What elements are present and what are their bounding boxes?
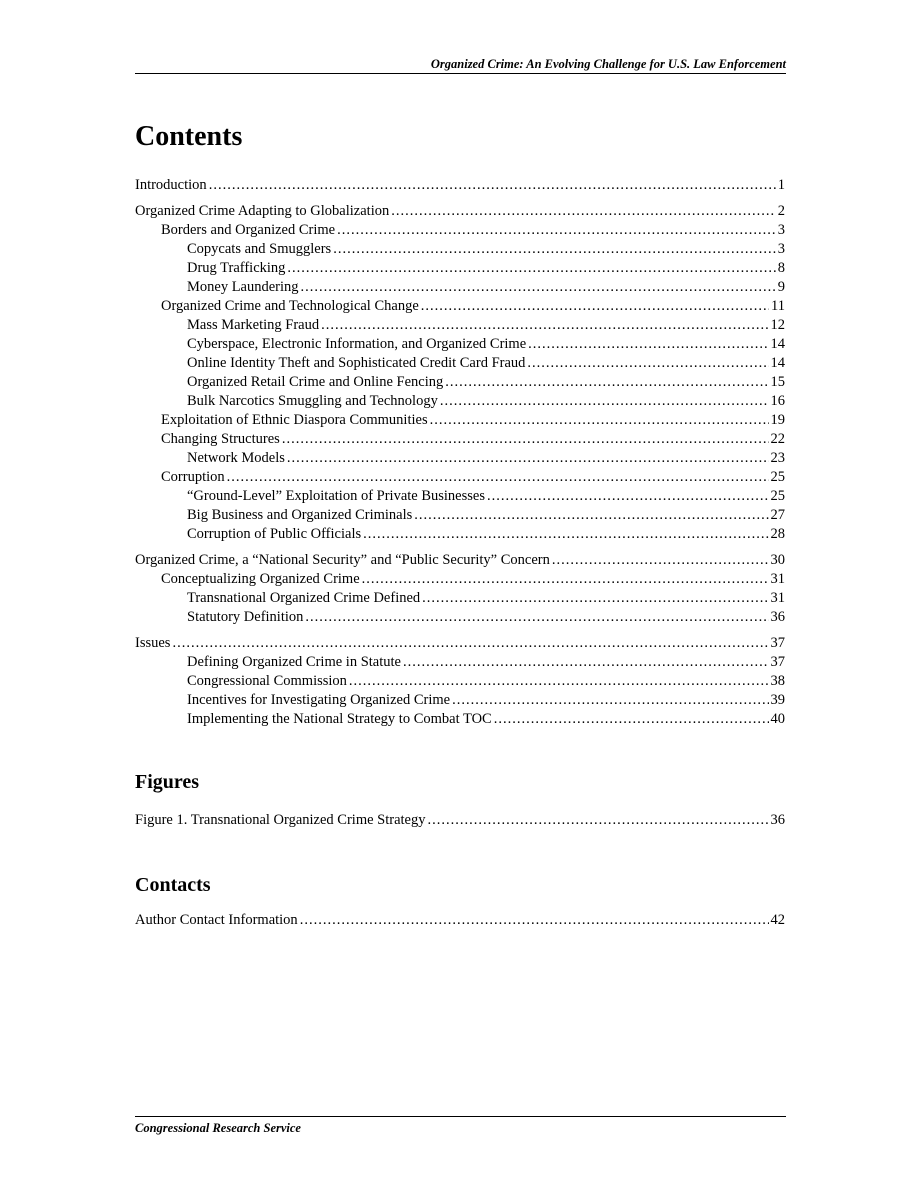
footer-rule xyxy=(135,1116,786,1117)
header-rule xyxy=(135,73,786,74)
toc-entry[interactable] xyxy=(135,551,785,570)
toc-entry-label: Organized Crime and Technological Change xyxy=(161,298,419,314)
toc-entry-page-number: 1 xyxy=(777,177,785,193)
toc-entry-page-number: 16 xyxy=(770,393,785,409)
toc-entry-label: Transnational Organized Crime Defined xyxy=(187,590,421,606)
toc-entry[interactable] xyxy=(135,354,785,373)
toc-entry-page-number: 14 xyxy=(770,355,785,371)
dot-leader xyxy=(527,354,768,373)
toc-entry-label: Drug Trafficking xyxy=(187,260,286,276)
toc-entry[interactable] xyxy=(135,392,785,411)
toc-entry-label: Cyberspace, Electronic Information, and Organized Crime xyxy=(187,336,527,352)
toc-entry-label: Mass Marketing Fraud xyxy=(187,317,320,333)
toc-entry-label: Corruption xyxy=(161,469,225,485)
dot-leader xyxy=(333,240,776,259)
contents-title: Contents xyxy=(135,121,243,152)
toc-entry[interactable] xyxy=(135,653,785,672)
toc-entry-page-number: 22 xyxy=(770,431,785,447)
toc-entry-page-number: 27 xyxy=(770,507,785,523)
toc-entry[interactable] xyxy=(135,221,785,240)
dot-leader xyxy=(552,551,769,570)
toc-entry-page-number: 42 xyxy=(770,912,785,928)
dot-leader xyxy=(391,202,776,221)
running-header: Organized Crime: An Evolving Challenge for U.S. Law Enforcement xyxy=(430,57,786,71)
toc-entry-label: Conceptualizing Organized Crime xyxy=(161,571,360,587)
toc-entry[interactable] xyxy=(135,672,785,691)
toc-entry-page-number: 37 xyxy=(770,635,785,651)
toc-entry-label: “Ground-Level” Exploitation of Private Businesses xyxy=(187,488,485,504)
toc-entry-page-number: 31 xyxy=(770,571,785,587)
page-footer: Congressional Research Service xyxy=(135,1121,301,1135)
toc-entry[interactable] xyxy=(135,411,785,430)
toc-entry-label: Incentives for Investigating Organized Crime xyxy=(187,692,451,708)
toc-entry-page-number: 3 xyxy=(777,222,785,238)
dot-leader xyxy=(287,449,769,468)
toc-entry-page-number: 23 xyxy=(770,450,785,466)
toc-entry-label: Bulk Narcotics Smuggling and Technology xyxy=(187,393,438,409)
toc-entry-page-number: 40 xyxy=(770,711,785,727)
toc-entry-page-number: 3 xyxy=(777,241,785,257)
toc-entry[interactable] xyxy=(135,570,785,589)
dot-leader xyxy=(414,506,768,525)
dot-leader xyxy=(487,487,769,506)
toc-entry[interactable] xyxy=(135,608,785,627)
toc-entry-label: Exploitation of Ethnic Diaspora Communities xyxy=(161,412,428,428)
toc-entry[interactable] xyxy=(135,487,785,506)
figures-title: Figures xyxy=(135,771,200,793)
dot-leader xyxy=(300,911,769,930)
dot-leader xyxy=(452,691,768,710)
toc-entry[interactable] xyxy=(135,373,785,392)
dot-leader xyxy=(528,335,768,354)
dot-leader xyxy=(301,278,776,297)
dot-leader xyxy=(172,634,768,653)
toc-entry-label: Author Contact Information xyxy=(135,912,298,928)
toc-entry-page-number: 31 xyxy=(770,590,785,606)
dot-leader xyxy=(305,608,768,627)
toc-entry-label: Money Laundering xyxy=(187,279,299,295)
dot-leader xyxy=(209,176,776,195)
toc-entry-page-number: 37 xyxy=(770,654,785,670)
dot-leader xyxy=(287,259,775,278)
list-of-figures xyxy=(135,811,785,830)
toc-entry-label: Organized Crime, a “National Security” and “Public Security” Concern xyxy=(135,552,550,568)
dot-leader xyxy=(428,811,769,830)
toc-entry-label: Congressional Commission xyxy=(187,673,347,689)
toc-entry-label: Figure 1. Transnational Organized Crime Strategy xyxy=(135,812,426,828)
toc-entry[interactable] xyxy=(135,240,785,259)
toc-entry-page-number: 8 xyxy=(777,260,785,276)
dot-leader xyxy=(421,297,769,316)
toc-entry-label: Issues xyxy=(135,635,171,651)
dot-leader xyxy=(349,672,769,691)
toc-entry-label: Network Models xyxy=(187,450,285,466)
dot-leader xyxy=(362,570,769,589)
dot-leader xyxy=(440,392,769,411)
toc-entry-label: Defining Organized Crime in Statute xyxy=(187,654,401,670)
toc-entry-page-number: 30 xyxy=(770,552,785,568)
toc-entry[interactable] xyxy=(135,316,785,335)
toc-entry-page-number: 25 xyxy=(770,469,785,485)
toc-entry[interactable] xyxy=(135,297,785,316)
toc-entry[interactable] xyxy=(135,430,785,449)
toc-entry-label: Organized Retail Crime and Online Fencing xyxy=(187,374,444,390)
toc-entry-page-number: 11 xyxy=(771,298,785,314)
toc-entry[interactable] xyxy=(135,335,785,354)
dot-leader xyxy=(494,710,769,729)
toc-entry-label: Big Business and Organized Criminals xyxy=(187,507,413,523)
dot-leader xyxy=(321,316,768,335)
toc-entry-page-number: 15 xyxy=(770,374,785,390)
toc-entry-page-number: 36 xyxy=(770,609,785,625)
toc-entry-page-number: 12 xyxy=(770,317,785,333)
toc-entry-label: Corruption of Public Officials xyxy=(187,526,362,542)
toc-entry[interactable] xyxy=(135,176,785,195)
dot-leader xyxy=(337,221,776,240)
toc-entry-label: Implementing the National Strategy to Combat TOC xyxy=(187,711,492,727)
toc-entry[interactable] xyxy=(135,468,785,487)
table-of-contents xyxy=(135,176,785,729)
toc-entry-label: Statutory Definition xyxy=(187,609,304,625)
toc-entry-label: Organized Crime Adapting to Globalization xyxy=(135,203,390,219)
list-of-contacts xyxy=(135,911,785,930)
toc-entry-label: Borders and Organized Crime xyxy=(161,222,336,238)
toc-entry-page-number: 38 xyxy=(770,673,785,689)
dot-leader xyxy=(403,653,769,672)
toc-entry-page-number: 28 xyxy=(770,526,785,542)
toc-entry[interactable] xyxy=(135,449,785,468)
toc-entry-page-number: 9 xyxy=(777,279,785,295)
toc-entry[interactable] xyxy=(135,691,785,710)
toc-entry-label: Introduction xyxy=(135,177,207,193)
dot-leader xyxy=(282,430,769,449)
toc-entry-page-number: 39 xyxy=(770,692,785,708)
toc-entry-label: Copycats and Smugglers xyxy=(187,241,332,257)
toc-entry-label: Online Identity Theft and Sophisticated Credit Card Fraud xyxy=(187,355,526,371)
dot-leader xyxy=(422,589,768,608)
dot-leader xyxy=(430,411,769,430)
toc-entry[interactable] xyxy=(135,634,785,653)
toc-entry[interactable] xyxy=(135,259,785,278)
toc-entry[interactable] xyxy=(135,710,785,729)
toc-entry[interactable] xyxy=(135,811,785,830)
toc-entry-page-number: 25 xyxy=(770,488,785,504)
toc-entry[interactable] xyxy=(135,202,785,221)
toc-entry-page-number: 36 xyxy=(770,812,785,828)
toc-entry-page-number: 2 xyxy=(777,203,785,219)
toc-entry[interactable] xyxy=(135,525,785,544)
toc-entry-page-number: 14 xyxy=(770,336,785,352)
dot-leader xyxy=(227,468,769,487)
dot-leader xyxy=(445,373,768,392)
toc-entry[interactable] xyxy=(135,589,785,608)
contacts-title: Contacts xyxy=(135,874,211,896)
toc-entry-label: Changing Structures xyxy=(161,431,280,447)
toc-entry[interactable] xyxy=(135,278,785,297)
dot-leader xyxy=(363,525,768,544)
toc-entry-page-number: 19 xyxy=(770,412,785,428)
toc-entry[interactable] xyxy=(135,506,785,525)
toc-entry[interactable] xyxy=(135,911,785,930)
